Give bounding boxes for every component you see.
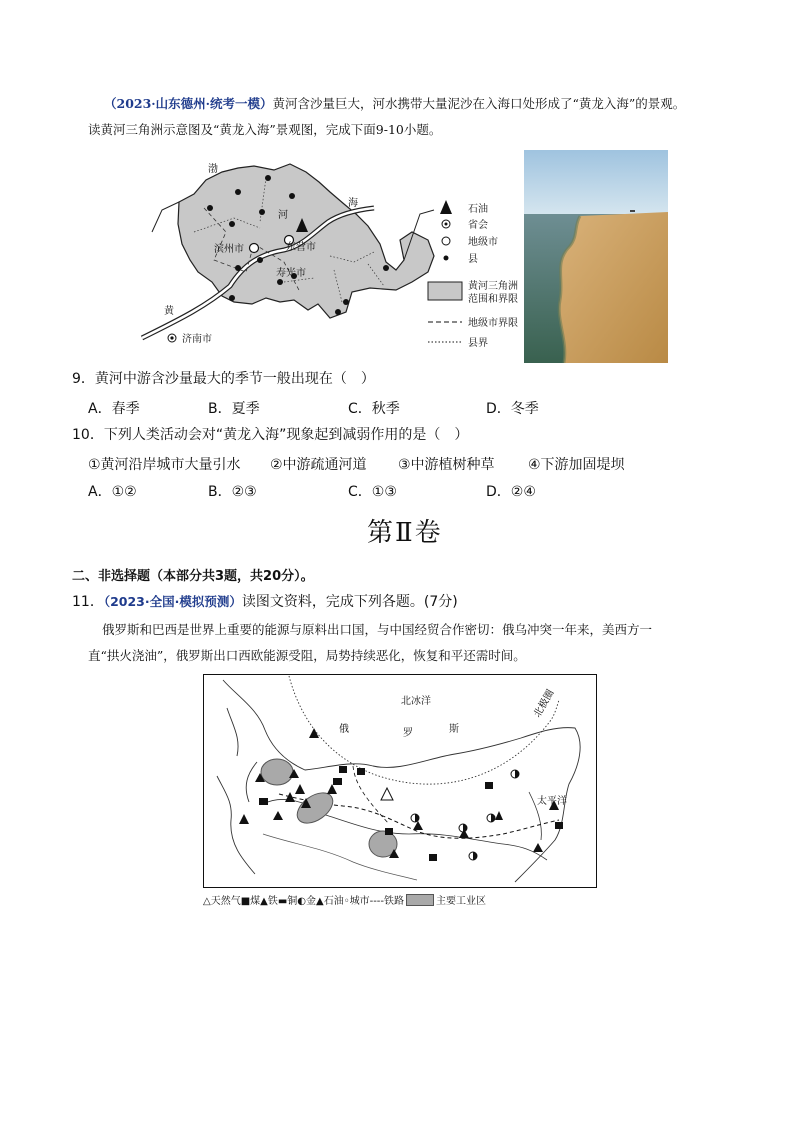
- q11-text-2: 直“拱火浇油”，俄罗斯出口西欧能源受阻，局势持续恶化，恢复和平还需时间。: [88, 648, 526, 663]
- legend-oil: 石油: [468, 204, 488, 215]
- section-heading: 二、非选择题（本部分共3题，共20分）。: [72, 569, 314, 584]
- q10-option-d[interactable]: D．②④: [486, 484, 536, 500]
- legend-delta-1: 黄河三角洲: [468, 281, 518, 292]
- q10-option-c[interactable]: C．①③: [348, 484, 397, 500]
- legend-city-border: 地级市界限: [468, 318, 518, 329]
- q11-stem: [72, 591, 458, 613]
- q10-item-3: ③中游植树种草: [398, 457, 495, 473]
- legend-city-icon: [442, 237, 450, 245]
- source-tag: （2023·山东德州·统考一模）: [104, 96, 273, 111]
- label-russia-si: 斯: [449, 724, 459, 735]
- binzhou-city-marker: [250, 244, 259, 253]
- label-arctic-ocean: 北冰洋: [401, 696, 431, 707]
- label-russia-luo: 罗: [403, 728, 413, 739]
- intro-line-1: [104, 94, 685, 114]
- legend-county-border: 县界: [468, 338, 488, 349]
- q10-stem: 10．下列人类活动会对“黄龙入海”现象起到减弱作用的是（ ）: [72, 427, 469, 443]
- yellow-river-delta-map: [134, 152, 524, 352]
- legend-county: 县: [468, 254, 478, 265]
- coast-left: [152, 202, 179, 232]
- industrial-zone-legend-icon: [406, 894, 434, 906]
- q11-text-1: 俄罗斯和巴西是世界上重要的能源与原料出口国，与中国经贸合作密切：俄乌冲突一年来，美西方一: [102, 622, 653, 637]
- q9-option-b[interactable]: B．夏季: [208, 401, 260, 417]
- legend-capital: 省会: [468, 220, 488, 231]
- map-label-dongying: 东营市: [286, 242, 316, 253]
- map2-legend-industrial: 主要工业区: [436, 896, 487, 907]
- label-russia-e: 俄: [339, 724, 349, 735]
- map-label-jinan: 济南市: [182, 334, 212, 345]
- legend-delta-icon: [428, 282, 462, 300]
- q9-option-c[interactable]: C．秋季: [348, 401, 400, 417]
- map-label-he: 河: [278, 210, 288, 221]
- q10-item-2: ②中游疏通河道: [270, 457, 367, 473]
- map-label-hai: 海: [348, 198, 358, 209]
- map-label-huang: 黄: [164, 306, 174, 317]
- russia-resource-map: [203, 674, 597, 888]
- q11-instruction: 读图文资料，完成下列各题。(7分): [241, 594, 458, 610]
- q9-stem: 9．黄河中游含沙量最大的季节一般出现在（ ）: [72, 371, 375, 387]
- q10-item-1: ①黄河沿岸城市大量引水: [88, 457, 241, 473]
- q10-item-4: ④下游加固堤坝: [528, 457, 625, 473]
- label-arctic-circle: 北极圈: [532, 688, 557, 720]
- q10-option-b[interactable]: B．②③: [208, 484, 257, 500]
- q10-option-a[interactable]: A．①②: [88, 484, 137, 500]
- yellow-dragon-photo: [524, 150, 668, 363]
- map-label-bo: 渤: [208, 164, 218, 175]
- volume-title: 第Ⅱ卷: [367, 518, 443, 548]
- legend-county-icon: [444, 256, 449, 261]
- label-pacific: 太平洋: [537, 796, 567, 807]
- map2-legend: [203, 892, 486, 907]
- legend-delta-2: 范围和界限: [468, 294, 518, 305]
- q11-number: 11．: [72, 594, 104, 610]
- industrial-zone-1: [261, 759, 293, 785]
- legend-city: 地级市: [468, 237, 498, 248]
- map-label-binzhou: 滨州市: [214, 244, 244, 255]
- intro-text-2: 读黄河三角洲示意图及“黄龙入海”景观图，完成下面9-10小题。: [88, 122, 442, 137]
- map2-legend-symbols: △天然气■煤▲铁▬铜◐金▲石油◦城市----铁路: [203, 896, 405, 907]
- intro-text-1: 黄河含沙量巨大，河水携带大量泥沙在入海口处形成了“黄龙入海”的景观。: [272, 96, 686, 111]
- q9-option-d[interactable]: D．冬季: [486, 401, 539, 417]
- q9-option-a[interactable]: A．春季: [88, 401, 140, 417]
- map-label-shouguang: 寿光市: [276, 268, 306, 279]
- legend-oil-icon: [440, 200, 452, 214]
- q11-source-tag: （2023·全国·模拟预测）: [103, 594, 242, 609]
